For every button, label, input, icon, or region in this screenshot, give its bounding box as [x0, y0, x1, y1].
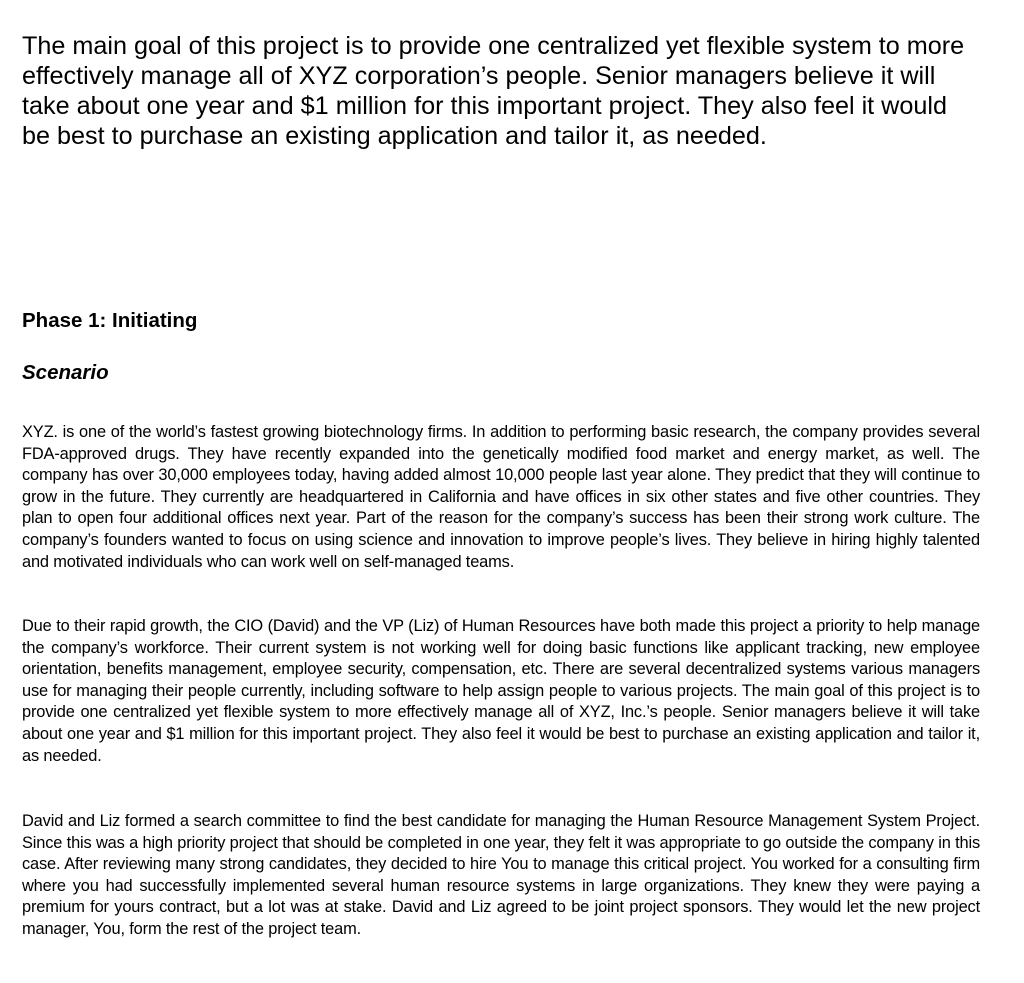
- scenario-heading: Scenario: [22, 361, 109, 384]
- scenario-paragraph-company: XYZ. is one of the world’s fastest growing biotechnology firms. In addition to performing basic research, the company provides several FDA-approved drugs. They have recently expanded into the genetically modified food market and energy market, as well. The company has over 30,000 employees today, having added almost 10,000 people last year alone. They predict that they will continue to grow in the future. They currently are headquartered in California and have offices in six other states and five other countries. They plan to open four additional offices next year. Part of the reason for the company’s success has been their strong work culture. The company’s founders wanted to focus on using science and innovation to improve people’s lives. They believe in hiring highly talented and motivated individuals who can work well on self-managed teams.: [22, 423, 980, 571]
- phase-heading: Phase 1: Initiating: [22, 309, 198, 332]
- scenario-paragraph-team: David and Liz formed a search committee to find the best candidate for managing the Human Resource Management System Project. Since this was a high priority project that should be completed in one year, they felt it was appropriate to go outside the company in this case. After reviewing many strong candidates, they decided to hire You to manage this critical project. You worked for a consulting firm where you had successfully implemented several human resource systems in large organizations. They knew they were paying a premium for yours contract, but a lot was at stake. David and Liz agreed to be joint project sponsors. They would let the new project manager, You, form the rest of the project team.: [22, 812, 980, 938]
- intro-paragraph: The main goal of this project is to provide one centralized yet flexible system to more effectively manage all of XYZ corporation’s people. Senior managers believe it will take about one year and $1 million for this important project. They also feel it would be best to purchase an existing application and tailor it, as needed.: [22, 32, 965, 150]
- scenario-paragraph-project: Due to their rapid growth, the CIO (David) and the VP (Liz) of Human Resources have both made this project a priority to help manage the company’s workforce. Their current system is not working well for doing basic functions like applicant tracking, new employee orientation, benefits management, employee security, compensation, etc. There are several decentralized systems various managers use for managing their people currently, including software to help assign people to various projects. The main goal of this project is to provide one centralized yet flexible system to more effectively manage all of XYZ, Inc.’s people. Senior managers believe it will take about one year and $1 million for this important project. They also feel it would be best to purchase an existing application and tailor it, as needed.: [22, 617, 980, 765]
